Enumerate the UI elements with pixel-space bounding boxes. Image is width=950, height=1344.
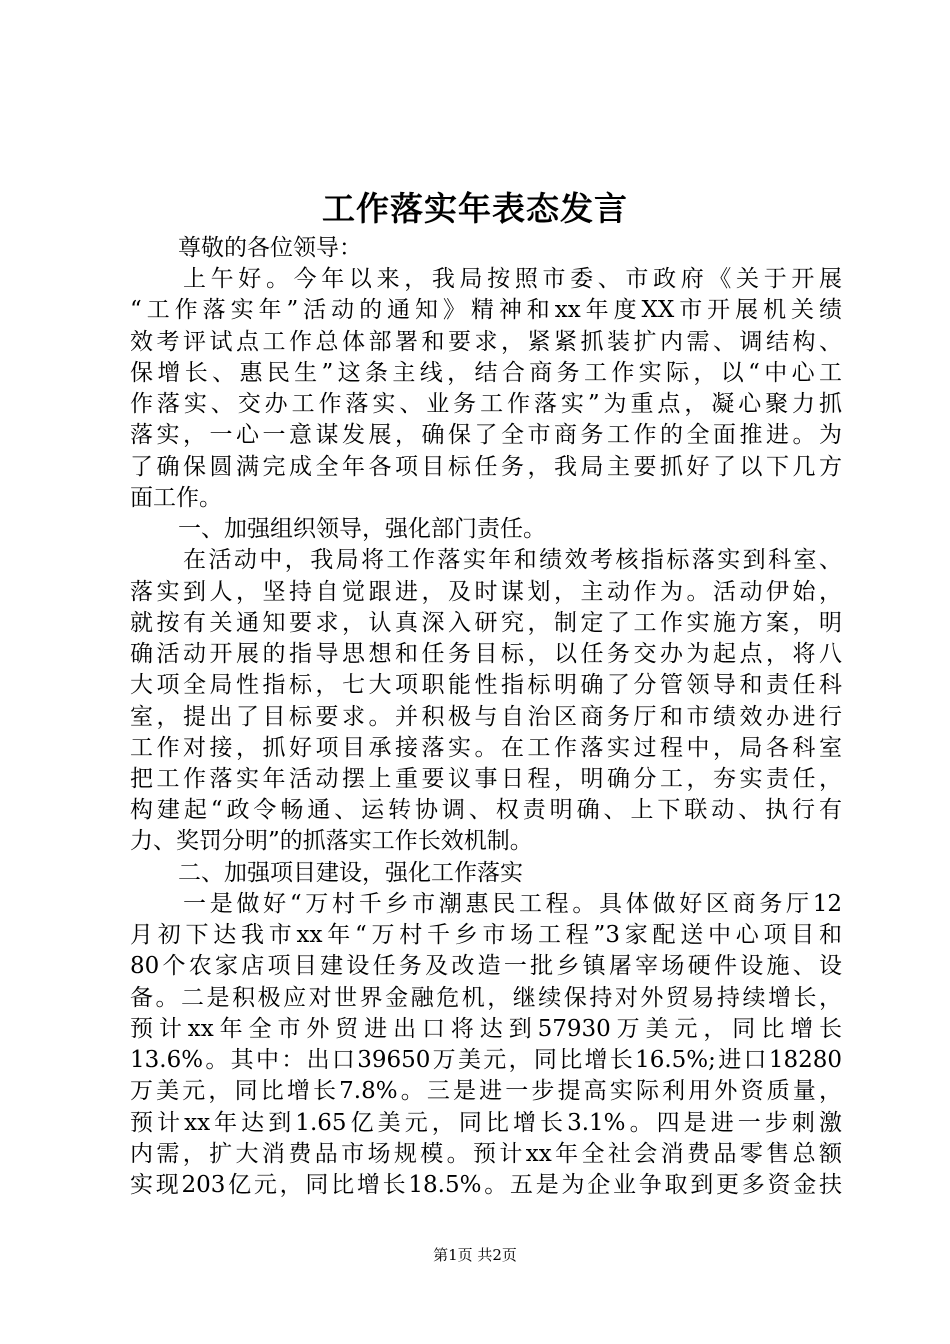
section-heading: 二、加强项目建设，强化工作落实: [178, 860, 523, 886]
paragraph-line: 把工作落实年活动摆上重要议事日程，明确分工，夯实责任，: [130, 766, 842, 792]
paragraph-line: 13.6%。其中：出口39650万美元，同比增长16.5%;进口18280: [130, 1047, 842, 1073]
paragraph-line: 备。二是积极应对世界金融危机，继续保持对外贸易持续增长，: [130, 985, 842, 1011]
paragraph-line: 预计xx年全市外贸进出口将达到57930万美元，同比增长: [130, 1016, 842, 1042]
paragraph-line: 就按有关通知要求，认真深入研究，制定了工作实施方案，明: [130, 610, 842, 636]
paragraph-line: 月初下达我市xx年“万村千乡市场工程”3家配送中心项目和: [130, 922, 842, 948]
paragraph-line: 大项全局性指标，七大项职能性指标明确了分管领导和责任科: [130, 672, 842, 698]
paragraph-line: 落实到人，坚持自觉跟进，及时谋划，主动作为。活动伊始，: [130, 579, 842, 605]
paragraph-line: 万美元，同比增长7.8%。三是进一步提高实际利用外资质量，: [130, 1078, 842, 1104]
paragraph-line: 落实，一心一意谋发展，确保了全市商务工作的全面推进。为: [130, 422, 842, 448]
salutation-line: 尊敬的各位领导：: [178, 235, 362, 261]
paragraph-line: 室，提出了目标要求。并积极与自治区商务厅和市绩效办进行: [130, 704, 842, 730]
paragraph-line: 保增长、惠民生”这条主线，结合商务工作实际，以“中心工: [130, 360, 842, 386]
paragraph-line: “工作落实年”活动的通知》精神和xx年度XX市开展机关绩: [130, 297, 842, 323]
paragraph-line: 一是做好“万村千乡市潮惠民工程。具体做好区商务厅12: [183, 891, 842, 917]
paragraph-line: 80个农家店项目建设任务及改造一批乡镇屠宰场硬件设施、设: [130, 953, 842, 979]
paragraph-line: 预计xx年达到1.65亿美元，同比增长3.1%。四是进一步刺激: [130, 1110, 842, 1136]
paragraph-line: 力、奖罚分明”的抓落实工作长效机制。: [130, 828, 533, 854]
section-heading: 一、加强组织领导，强化部门责任。: [178, 516, 546, 542]
paragraph-line: 内需，扩大消费品市场规模。预计xx年全社会消费品零售总额: [130, 1141, 842, 1167]
paragraph-line: 作落实、交办工作落实、业务工作落实”为重点，凝心聚力抓: [130, 391, 842, 417]
paragraph-line: 效考评试点工作总体部署和要求，紧紧抓装扩内需、调结构、: [130, 329, 842, 355]
paragraph-line: 确活动开展的指导思想和任务目标，以任务交办为起点，将八: [130, 641, 842, 667]
paragraph-line: 了确保圆满完成全年各项目标任务，我局主要抓好了以下几方: [130, 454, 842, 480]
paragraph-line: 在活动中，我局将工作落实年和绩效考核指标落实到科室、: [183, 547, 842, 573]
paragraph-line: 上午好。今年以来，我局按照市委、市政府《关于开展: [183, 266, 842, 292]
page-footer: 第1页 共2页: [433, 1246, 517, 1264]
paragraph-line: 构建起“政令畅通、运转协调、权责明确、上下联动、执行有: [130, 797, 842, 823]
paragraph-line: 工作对接，抓好项目承接落实。在工作落实过程中，局各科室: [130, 735, 842, 761]
paragraph-line: 面工作。: [130, 485, 222, 511]
paragraph-line: 实现203亿元，同比增长18.5%。五是为企业争取到更多资金扶: [130, 1172, 842, 1198]
document-title: 工作落实年表态发言: [322, 189, 628, 228]
